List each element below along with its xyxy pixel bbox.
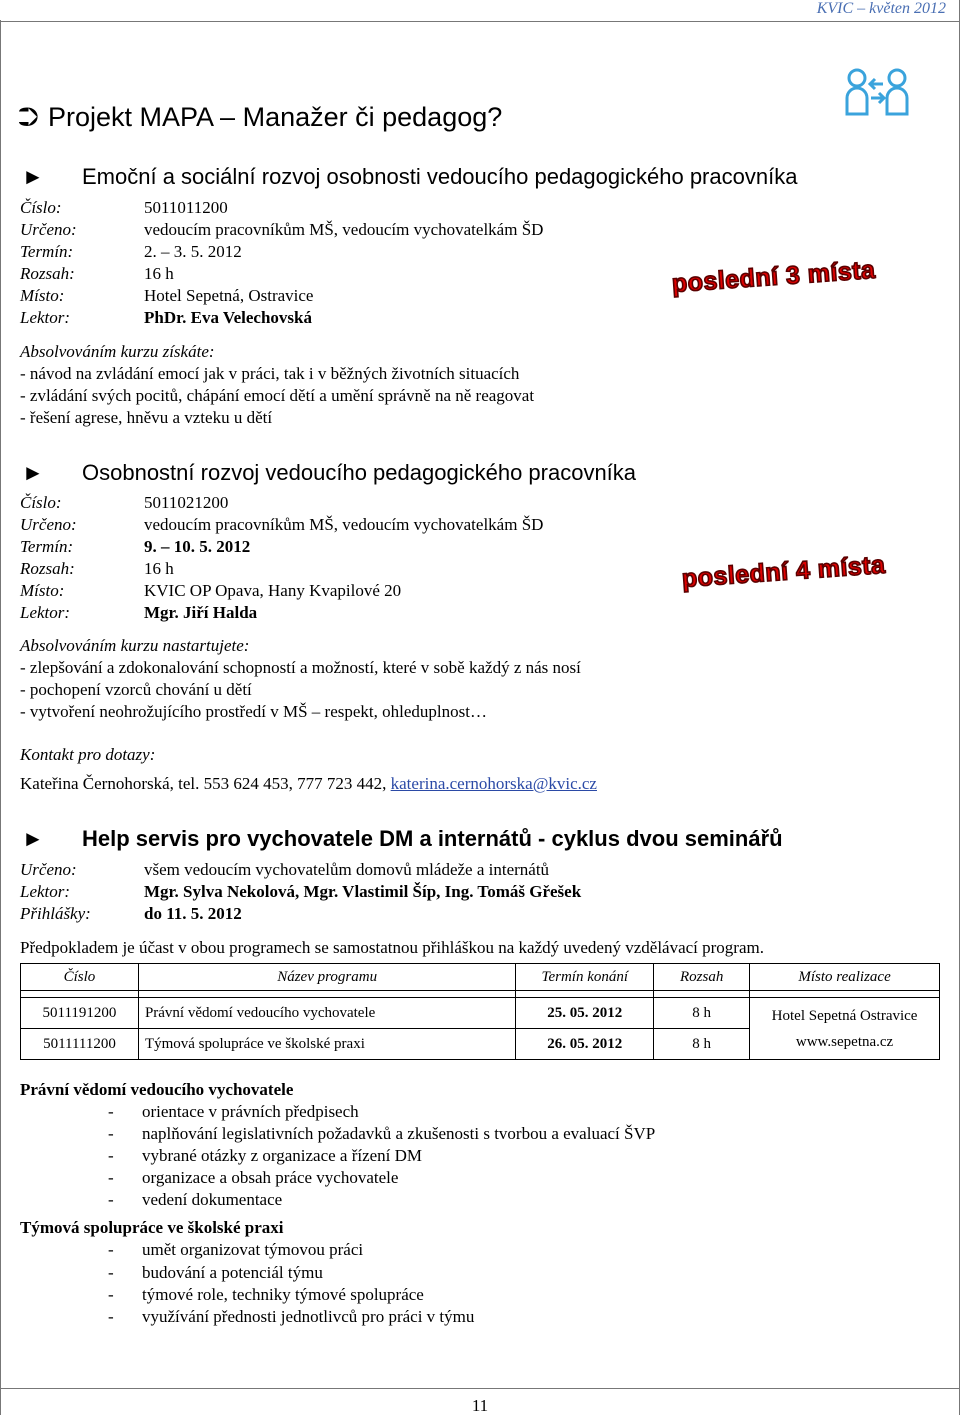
course1-row-scope: [20, 264, 174, 284]
page-number: 11: [471, 1396, 489, 1415]
left-border: [0, 20, 1, 1415]
list-item-text: vybrané otázky z organizace a řízení DM: [142, 1146, 423, 1165]
row-value: Mgr. Sylva Nekolová, Mgr. Vlastimil Šíp, Ing. Tomáš Gřešek: [144, 882, 582, 901]
contact-text: Kateřina Černohorská, tel. 553 624 453, 777 723 442,: [20, 774, 391, 793]
page-title: [18, 102, 502, 134]
dash-marker: -: [108, 1263, 114, 1282]
list-item-text: týmové role, techniky týmové spolupráce: [142, 1285, 424, 1304]
row-value: vedoucím pracovníkům MŠ, vedoucím vychovatelkám ŠD: [144, 220, 544, 239]
row-label: Místo:: [20, 581, 65, 600]
table-header-cell: Rozsah: [654, 964, 750, 991]
row-value: 16 h: [144, 264, 174, 283]
table-cell-scope: 8 h: [654, 1029, 750, 1060]
row-label: Lektor:: [20, 308, 71, 327]
row-label: Rozsah:: [20, 559, 75, 578]
row-value: Mgr. Jiří Halda: [144, 603, 258, 622]
course1-row-place: [20, 286, 313, 306]
list-item-text: budování a potenciál týmu: [142, 1263, 323, 1282]
list-item: [108, 1263, 323, 1283]
place-web: www.sepetna.cz: [795, 1033, 894, 1050]
course3-heading: [22, 826, 783, 852]
page-header: KVIC – květen 2012: [816, 0, 946, 17]
course2-row-lecturer: [20, 603, 257, 623]
table-header-row: [21, 964, 940, 991]
row-label: Lektor:: [20, 603, 71, 622]
table-header-cell: Číslo: [21, 964, 139, 991]
row-label: Určeno:: [20, 515, 77, 534]
dash-marker: -: [108, 1124, 114, 1143]
table-header-cell: Název programu: [138, 964, 515, 991]
row-value: do 11. 5. 2012: [144, 904, 242, 923]
course1-gain-item: - návod na zvládání emocí jak v práci, tak i v běžných životních situacích: [20, 364, 520, 383]
list-item: [108, 1102, 359, 1122]
table-header-cell: Místo realizace: [750, 964, 940, 991]
last-places-stamp: poslední 4 místa: [680, 550, 887, 593]
row-value: PhDr. Eva Velechovská: [144, 308, 312, 327]
table-row: [21, 998, 940, 1029]
course1-gain-item: - zvládání svých pocitů, chápání emocí dětí a umění správně na ně reagovat: [20, 386, 535, 405]
row-value: 2. – 3. 5. 2012: [144, 242, 242, 261]
table-cell-number: 5011191200: [21, 998, 139, 1029]
course1-row-date: [20, 242, 242, 262]
triangle-bullet-icon: ►: [22, 460, 44, 485]
course2-row-date: [20, 537, 250, 557]
dash-marker: -: [108, 1307, 114, 1326]
dash-marker: -: [108, 1146, 114, 1165]
page-title-text: Projekt MAPA – Manažer či pedagog?: [48, 102, 503, 132]
dash-marker: -: [108, 1240, 114, 1259]
row-label: Číslo:: [20, 198, 62, 217]
course2-row-number: [20, 493, 228, 513]
course3-row-signup: [20, 904, 242, 924]
row-label: Termín:: [20, 242, 74, 261]
header-rule: [0, 21, 960, 22]
people-exchange-icon: [843, 64, 911, 122]
course1-heading: [22, 164, 797, 190]
course1-heading-text: Emoční a sociální rozvoj osobnosti vedoucího pedagogického pracovníka: [82, 164, 798, 189]
list-item: [108, 1146, 422, 1166]
row-label: Určeno:: [20, 220, 77, 239]
row-label: Lektor:: [20, 882, 71, 901]
dash-marker: -: [108, 1190, 114, 1209]
list-item-text: naplňování legislativních požadavků a zkušenosti s tvorbou a evaluací ŠVP: [142, 1124, 656, 1143]
table-spacer: [21, 991, 940, 998]
list-item: [108, 1307, 474, 1327]
course2-heading-text: Osobnostní rozvoj vedoucího pedagogického pracovníka: [82, 460, 637, 485]
table-header-cell: Termín konání: [516, 964, 654, 991]
course1-gain-item: - řešení agrese, hněvu a vzteku u dětí: [20, 408, 273, 427]
course3-row-audience: [20, 860, 549, 880]
table-cell-date: 26. 05. 2012: [516, 1029, 654, 1060]
course3-row-lecturers: [20, 882, 581, 902]
course2-row-place: [20, 581, 401, 601]
triangle-bullet-icon: ►: [22, 826, 44, 851]
row-value: KVIC OP Opava, Hany Kvapilové 20: [144, 581, 402, 600]
row-label: Přihlášky:: [20, 904, 91, 923]
program2-title: Týmová spolupráce ve školské praxi: [20, 1218, 284, 1237]
row-value: 5011021200: [144, 493, 229, 512]
dash-marker: -: [108, 1168, 114, 1187]
table-cell-scope: 8 h: [654, 998, 750, 1029]
list-item-text: orientace v právních předpisech: [142, 1102, 359, 1121]
contact-email-link[interactable]: katerina.cernohorska@kvic.cz: [390, 774, 597, 793]
course1-gain-label: Absolvováním kurzu získáte:: [20, 342, 215, 361]
list-item: [108, 1124, 655, 1144]
dash-marker: -: [108, 1102, 114, 1121]
contact-label: Kontakt pro dotazy:: [20, 745, 156, 764]
row-label: Rozsah:: [20, 264, 75, 283]
course1-row-audience: [20, 220, 543, 240]
course2-row-scope: [20, 559, 174, 579]
table-cell-number: 5011111200: [21, 1029, 139, 1060]
row-value: 16 h: [144, 559, 174, 578]
contact-line: [20, 774, 597, 794]
table-cell-name: Právní vědomí vedoucího vychovatele: [138, 998, 515, 1029]
list-item: [108, 1190, 282, 1210]
list-item: [108, 1240, 363, 1260]
program1-title: Právní vědomí vedoucího vychovatele: [20, 1080, 294, 1099]
course2-gain-label: Absolvováním kurzu nastartujete:: [20, 636, 250, 655]
table-cell-place: [750, 998, 940, 1060]
row-label: Termín:: [20, 537, 74, 556]
course2-row-audience: [20, 515, 543, 535]
course2-gain-item: - zlepšování a zdokonalování schopností a možností, které v sobě každý z nás nosí: [20, 658, 581, 677]
row-value: 9. – 10. 5. 2012: [144, 537, 251, 556]
row-value: všem vedoucím vychovatelům domovů mládeže a internátů: [144, 860, 550, 879]
table-cell-date: 25. 05. 2012: [516, 998, 654, 1029]
row-label: Číslo:: [20, 493, 62, 512]
list-item-text: umět organizovat týmovou práci: [142, 1240, 364, 1259]
course3-heading-text: Help servis pro vychovatele DM a internátů - cyklus dvou seminářů: [82, 826, 783, 851]
list-item-text: vedení dokumentace: [142, 1190, 283, 1209]
course1-row-lecturer: [20, 308, 312, 328]
course2-heading: [22, 460, 636, 486]
program-table: [20, 963, 940, 1060]
footer-rule: [0, 1388, 960, 1389]
row-value: vedoucím pracovníkům MŠ, vedoucím vychovatelkám ŠD: [144, 515, 544, 534]
triangle-bullet-icon: ►: [22, 164, 44, 189]
row-label: Určeno:: [20, 860, 77, 879]
list-item-text: organizace a obsah práce vychovatele: [142, 1168, 399, 1187]
row-label: Místo:: [20, 286, 65, 305]
course3-note: Předpokladem je účast v obou programech se samostatnou přihláškou na každý uvedený vzdělávací program.: [20, 938, 764, 957]
table-cell-name: Týmová spolupráce ve školské praxi: [138, 1029, 515, 1060]
place-name: Hotel Sepetná Ostravice: [771, 1007, 918, 1024]
list-item: [108, 1285, 424, 1305]
course2-gain-item: - pochopení vzorců chování u dětí: [20, 680, 252, 699]
list-item: [108, 1168, 398, 1188]
arrow-icon: ⮊: [18, 102, 39, 132]
course1-row-number: [20, 198, 228, 218]
last-places-stamp: poslední 3 místa: [670, 255, 877, 298]
row-value: Hotel Sepetná, Ostravice: [144, 286, 314, 305]
list-item-text: využívání přednosti jednotlivců pro práci v týmu: [142, 1307, 475, 1326]
dash-marker: -: [108, 1285, 114, 1304]
course2-gain-item: - vytvoření neohrožujícího prostředí v MŠ – respekt, ohleduplnost…: [20, 702, 487, 721]
row-value: 5011011200: [144, 198, 228, 217]
